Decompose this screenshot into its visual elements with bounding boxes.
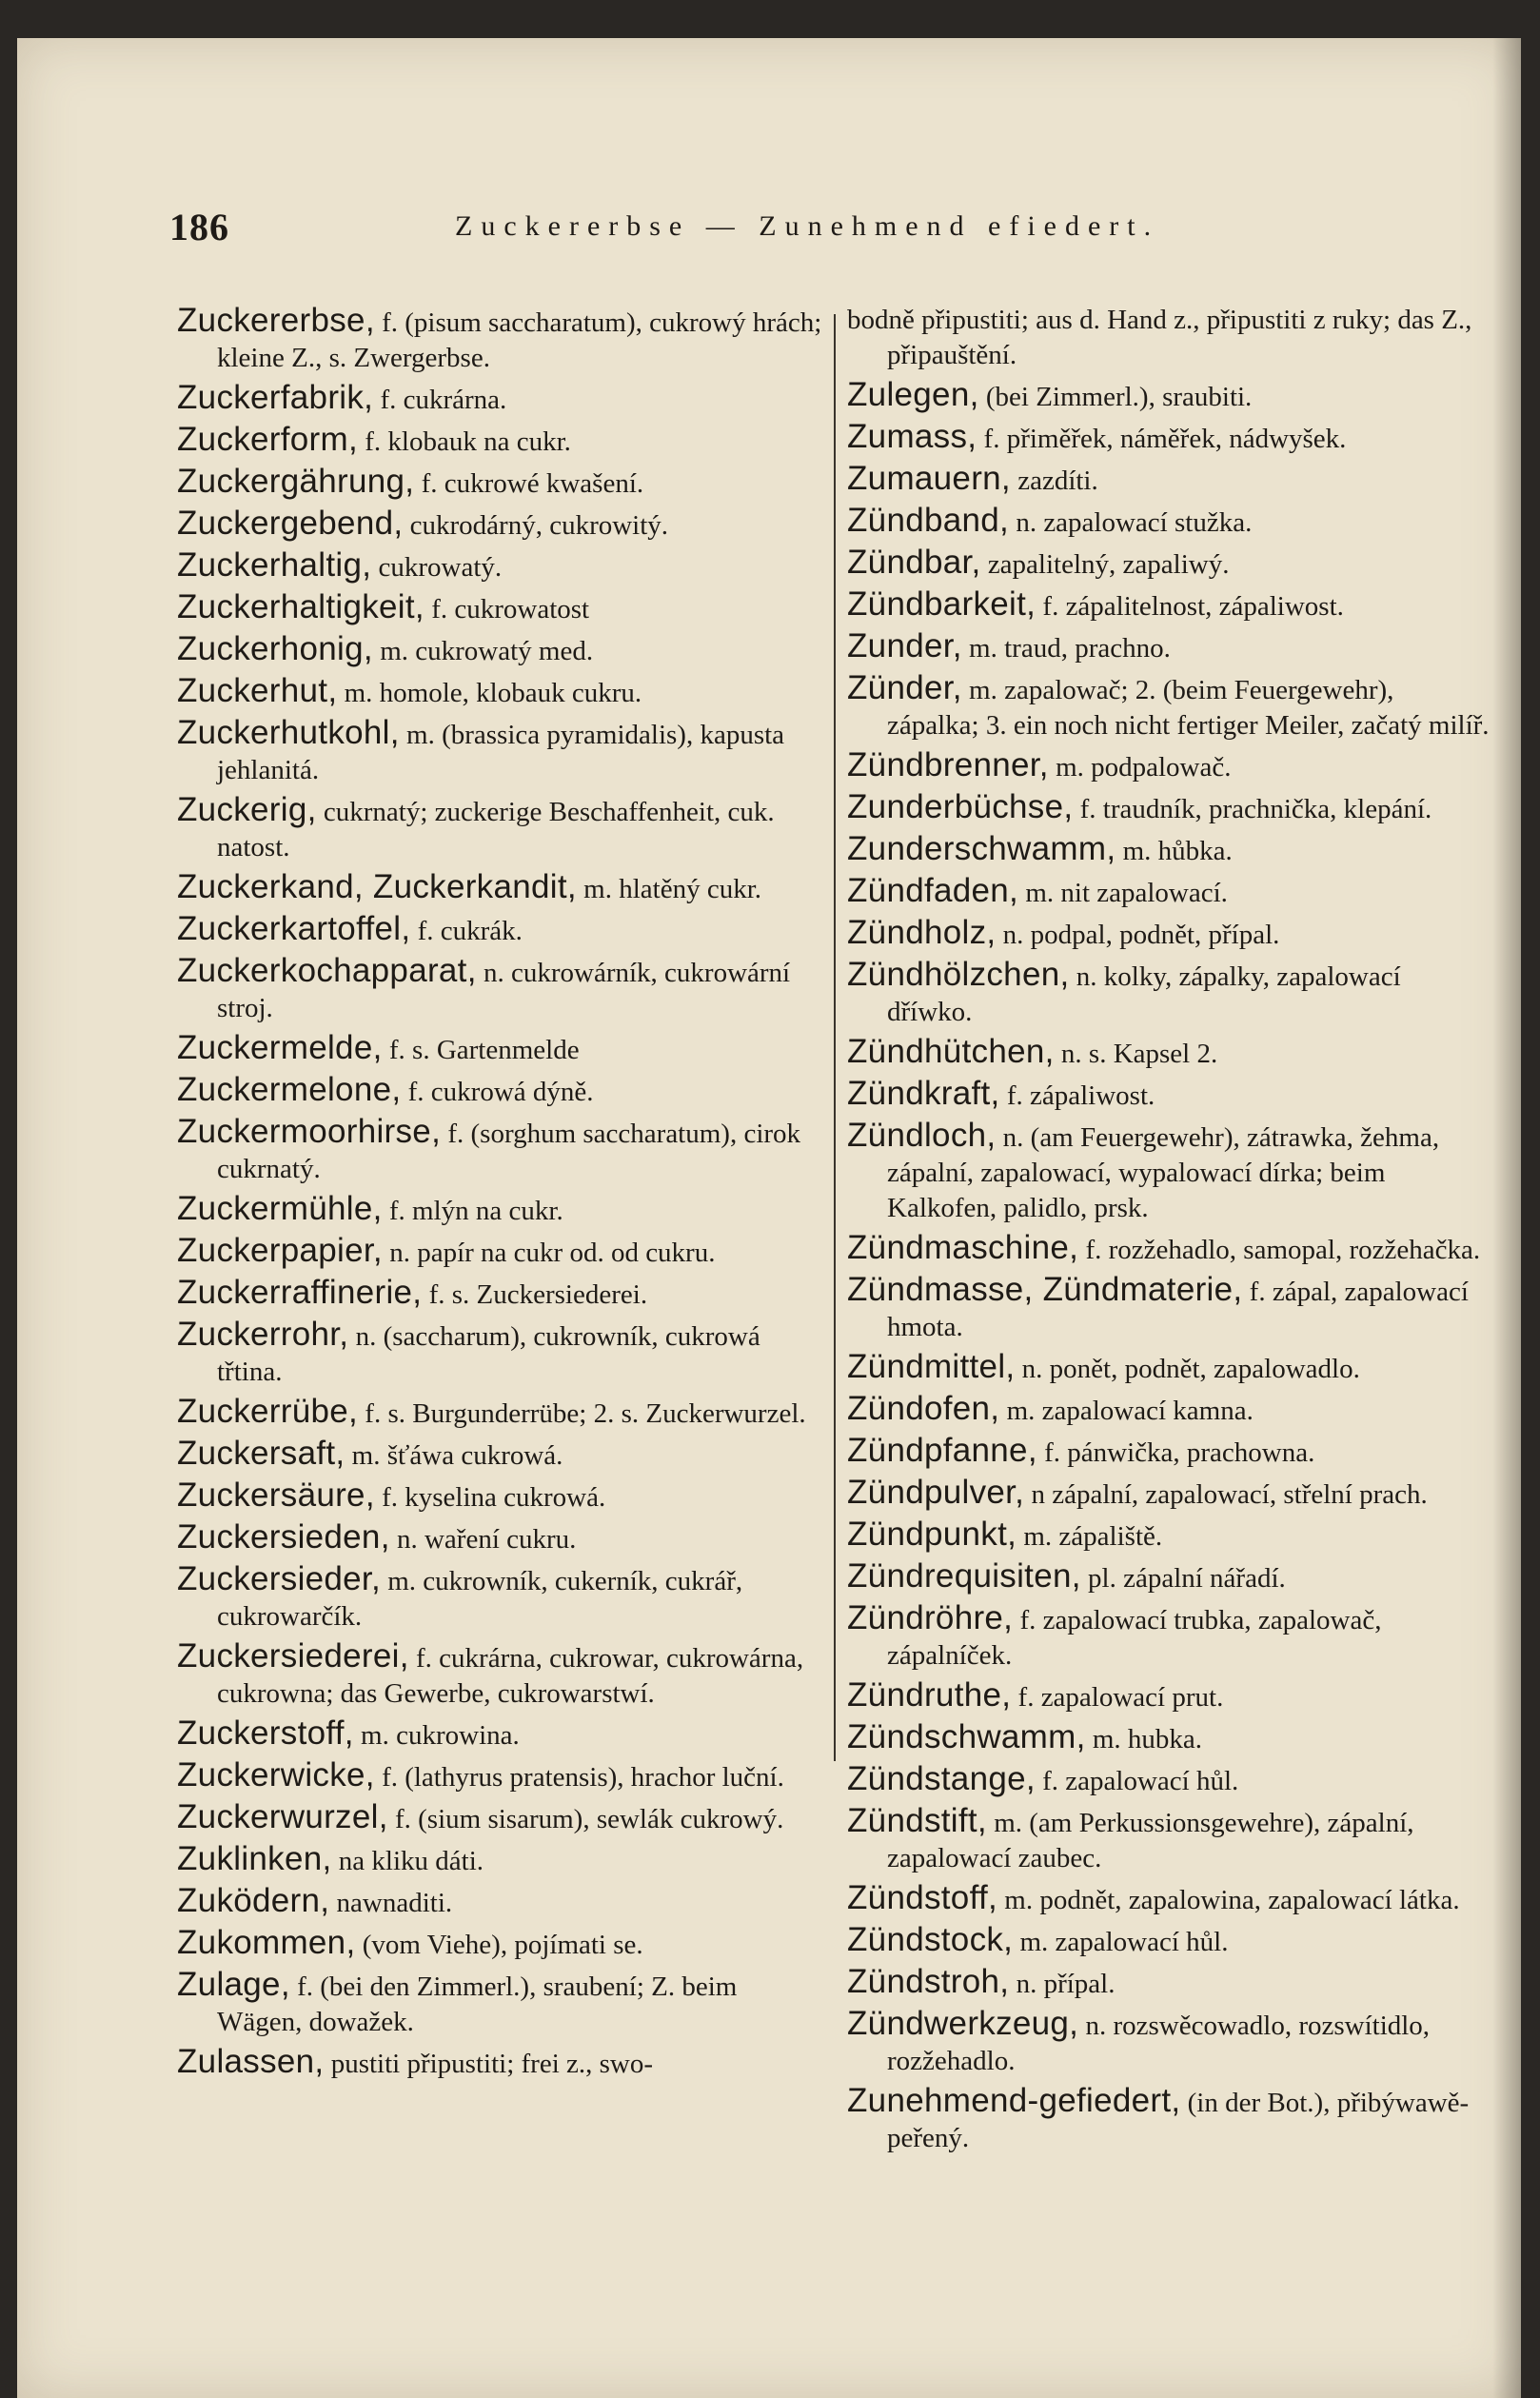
dictionary-entry <box>847 377 1491 415</box>
entry-headword: Zündstoff, <box>847 1879 998 1916</box>
entry-definition: na kliku dáti. <box>331 1846 484 1876</box>
entry-headword: Zündstock, <box>847 1921 1014 1958</box>
dictionary-entry <box>177 953 824 1026</box>
entry-definition: cukrodárný, cukrowitý. <box>403 510 669 541</box>
entry-definition: m. hlatěný cukr. <box>576 874 761 904</box>
dictionary-entry <box>177 1030 824 1068</box>
entry-definition: f. zapalowací prut. <box>1011 1682 1224 1713</box>
entry-headword: Zuckerwurzel, <box>177 1798 388 1835</box>
dictionary-entry <box>177 1394 824 1432</box>
dictionary-entry <box>177 1519 824 1557</box>
dictionary-entry <box>847 2006 1491 2079</box>
dictionary-entry <box>177 1883 824 1921</box>
dictionary-entry <box>177 303 824 376</box>
entry-definition: m. nit zapalowací. <box>1018 878 1228 908</box>
entry-headword: Zündmasse, Zündmaterie, <box>847 1271 1243 1308</box>
entry-definition: n. (saccharum), cukrowník, cukrowá třtina. <box>217 1321 760 1387</box>
dictionary-entry <box>177 715 824 788</box>
dictionary-entry <box>177 1114 824 1187</box>
dictionary-entry <box>847 1349 1491 1387</box>
running-head: Zuckererbse — Zunehmend efiedert. <box>455 210 1160 242</box>
page-number: 186 <box>169 206 229 248</box>
dictionary-entry <box>177 1638 824 1712</box>
dictionary-entry <box>847 1964 1491 2002</box>
entry-headword: Zuckerhaltig, <box>177 546 372 584</box>
entry-headword: Zuckerhut, <box>177 672 338 709</box>
entry-definition: m. podnět, zapalowina, zapalowací látka. <box>997 1885 1460 1915</box>
entry-headword: Zündpfanne, <box>847 1432 1037 1469</box>
entry-definition: n. s. Kapsel 2. <box>1054 1039 1218 1069</box>
entry-headword: Zumass, <box>847 418 977 455</box>
dictionary-entry <box>847 670 1491 743</box>
entry-definition: f. s. Burgunderrübe; 2. s. Zuckerwurzel. <box>358 1398 806 1429</box>
entry-headword: Zuckerkartoffel, <box>177 910 411 947</box>
entry-headword: Zuckersaft, <box>177 1435 346 1472</box>
entry-definition: n. zapalowací stužka. <box>1009 507 1253 538</box>
entry-definition: n zápalní, zapalowací, střelní prach. <box>1024 1479 1428 1510</box>
entry-definition: m. zapalowací hůl. <box>1013 1927 1229 1957</box>
entry-definition: cukrowatý. <box>371 552 503 583</box>
entry-definition: zazdíti. <box>1010 466 1098 496</box>
entry-definition: f. cukrárna. <box>373 385 507 415</box>
dictionary-entry <box>847 1677 1491 1715</box>
dictionary-entry <box>177 1561 824 1635</box>
entry-headword: Zuckerrübe, <box>177 1393 359 1430</box>
dictionary-entry <box>847 1719 1491 1757</box>
entry-definition: n. cukrowárník, cukrowární stroj. <box>217 958 791 1023</box>
dictionary-entry <box>847 1803 1491 1876</box>
entry-definition: cukrnatý; zuckerige Beschaffenheit, cuk. natost. <box>217 797 775 862</box>
dictionary-entry <box>177 422 824 460</box>
dictionary-entry <box>847 2083 1491 2156</box>
column-divider <box>834 314 836 1761</box>
entry-definition: f. (sium sisarum), sewlák cukrowý. <box>387 1804 784 1834</box>
dictionary-entry <box>847 461 1491 499</box>
entry-headword: Zündbarkeit, <box>847 585 1037 623</box>
entry-definition: f. kyselina cukrowá. <box>374 1482 606 1513</box>
left-column <box>177 303 824 2349</box>
entry-headword: Zuckerfabrik, <box>177 379 374 416</box>
entry-headword: Zuckermühle, <box>177 1190 383 1227</box>
entry-headword: Zuckerkochapparat, <box>177 952 477 989</box>
entry-headword: Zündstroh, <box>847 1963 1010 2000</box>
entry-headword: Zündbrenner, <box>847 746 1049 783</box>
dictionary-entry <box>847 1600 1491 1674</box>
dictionary-entry <box>847 1391 1491 1429</box>
entry-definition: f. (sorghum saccharatum), cirok cukrnatý. <box>217 1119 801 1184</box>
entry-headword: Zuködern, <box>177 1882 330 1919</box>
entry-headword: Zuckerkand, Zuckerkandit, <box>177 868 577 905</box>
dictionary-entry <box>847 545 1491 583</box>
entry-definition: zapalitelný, zapaliwý. <box>980 549 1230 580</box>
entry-headword: Zündstift, <box>847 1802 987 1839</box>
entry-definition: nawnaditi. <box>329 1888 453 1918</box>
entry-headword: Zuckerrohr, <box>177 1316 349 1353</box>
entry-definition: m. cukrowina. <box>353 1720 520 1751</box>
entry-headword: Zündwerkzeug, <box>847 2005 1079 2042</box>
entry-definition: m. zápaliště. <box>1017 1521 1163 1552</box>
entry-headword: Zündholz, <box>847 914 997 951</box>
entry-headword: Zuckerwicke, <box>177 1756 375 1794</box>
entry-headword: Zündmittel, <box>847 1348 1016 1385</box>
entry-definition: n. (am Feuergewehr), zátrawka, žehma, zápalní, zapalowací, wypalowací dírka; beim Kalkofen, palidlo, prsk. <box>887 1122 1440 1223</box>
entry-headword: Zuckerstoff, <box>177 1714 354 1752</box>
entry-definition: (in der Bot.), přibýwawě-peřený. <box>887 2088 1470 2153</box>
entry-headword: Zündpunkt, <box>847 1516 1017 1553</box>
entry-headword: Zuckererbse, <box>177 303 375 339</box>
entry-headword: Zuckersieder, <box>177 1560 381 1597</box>
entry-definition: m. (am Perkussionsgewehre), zápalní, zapalowací zaubec. <box>887 1808 1414 1873</box>
dictionary-entry <box>847 503 1491 541</box>
dictionary-entry <box>847 789 1491 827</box>
entry-headword: Zündkraft, <box>847 1075 1000 1112</box>
page-header <box>169 205 1502 262</box>
entry-definition: m. podpalowač. <box>1048 752 1232 783</box>
entry-headword: Zündhütchen, <box>847 1033 1055 1070</box>
entry-headword: Zündschwamm, <box>847 1718 1086 1755</box>
entry-headword: Zündloch, <box>847 1117 997 1154</box>
dictionary-entry <box>177 1233 824 1271</box>
entry-headword: Zündofen, <box>847 1390 1000 1427</box>
entry-definition: f. cukrowatost <box>424 594 590 624</box>
dictionary-entry <box>847 1558 1491 1596</box>
entry-headword: Zuckerhaltigkeit, <box>177 588 424 625</box>
entry-definition: m. hůbka. <box>1116 836 1233 866</box>
entry-headword: Zumauern, <box>847 460 1011 497</box>
dictionary-entry <box>847 831 1491 869</box>
entry-headword: Zuckermoorhirse, <box>177 1113 442 1150</box>
entry-definition: f. cukrowé kwašení. <box>414 468 644 499</box>
dictionary-entry <box>847 1076 1491 1114</box>
page-edge-shadow <box>1492 38 1521 2398</box>
entry-headword: Zunderbüchse, <box>847 788 1074 825</box>
entry-definition: f. (pisum saccharatum), cukrowý hrách; kleine Z., s. Zwergerbse. <box>217 307 822 373</box>
entry-definition: n. papír na cukr od. od cukru. <box>382 1238 716 1268</box>
entry-headword: Zuckersäure, <box>177 1476 375 1514</box>
dictionary-entry <box>847 747 1491 785</box>
entry-definition: pl. zápalní nářadí. <box>1080 1563 1286 1594</box>
dictionary-entry <box>847 1516 1491 1555</box>
entry-definition: m. cukrowník, cukerník, cukrář, cukrowarčík. <box>217 1566 743 1632</box>
entry-definition: n. rozswěcowadlo, rozswítidlo, rozžehadlo. <box>887 2011 1431 2076</box>
dictionary-entry <box>177 1715 824 1754</box>
dictionary-entry <box>847 873 1491 911</box>
entry-definition: m. homole, klobauk cukru. <box>337 678 642 708</box>
entry-definition: m. traud, prachno. <box>961 633 1171 664</box>
entry-definition: m. hubka. <box>1085 1724 1203 1754</box>
dictionary-entry <box>847 1433 1491 1471</box>
entry-definition: f. s. Gartenmelde <box>382 1035 580 1065</box>
dictionary-entry <box>847 1761 1491 1799</box>
entry-headword: Zuckergebend, <box>177 505 404 542</box>
entry-headword: Zündband, <box>847 502 1010 539</box>
entry-definition: f. s. Zuckersiederei. <box>422 1279 648 1310</box>
dictionary-entry <box>177 505 824 544</box>
dictionary-entry <box>847 1034 1491 1072</box>
dictionary-entry <box>177 1925 824 1963</box>
entry-headword: Zulage, <box>177 1966 290 2003</box>
entry-definition: n. podpal, podnět, přípal. <box>996 920 1280 950</box>
entry-headword: Zünder, <box>847 669 962 706</box>
dictionary-entry <box>847 957 1491 1030</box>
entry-definition: n. přípal. <box>1009 1969 1116 1999</box>
dictionary-entry <box>847 419 1491 457</box>
entry-definition: m. zapalowací kamna. <box>999 1396 1254 1426</box>
dictionary-entry <box>177 2044 824 2082</box>
entry-headword: Zunder, <box>847 627 962 664</box>
dictionary-entry <box>177 673 824 711</box>
entry-headword: Zuckerraffinerie, <box>177 1274 423 1311</box>
dictionary-entry <box>177 1967 824 2040</box>
entry-definition: m. šťáwa cukrowá. <box>345 1440 563 1471</box>
entry-definition: f. zapalowací trubka, zapalowač, zápalníček. <box>887 1605 1382 1671</box>
entry-headword: Zukommen, <box>177 1924 356 1961</box>
entry-definition: n. kolky, zápalky, zapalowací dříwko. <box>887 961 1401 1027</box>
entry-definition: f. zápalitelnost, zápaliwost. <box>1036 591 1344 622</box>
entry-headword: Zuckersiederei, <box>177 1637 409 1675</box>
entry-definition: f. cukrowá dýně. <box>401 1077 594 1107</box>
dictionary-entry <box>847 915 1491 953</box>
entry-headword: Zündröhre, <box>847 1599 1014 1636</box>
dictionary-entry <box>177 1072 824 1110</box>
dictionary-entry <box>177 1275 824 1313</box>
entry-definition: f. cukrárna, cukrowar, cukrowárna, cukrowna; das Gewerbe, cukrowarstwí. <box>217 1643 804 1709</box>
dictionary-entry <box>847 1922 1491 1960</box>
entry-headword: Zuckerig, <box>177 791 317 828</box>
entry-definition: f. zapalowací hůl. <box>1035 1766 1239 1796</box>
entry-headword: Zuckerform, <box>177 421 358 458</box>
entry-definition: f. cukrák. <box>410 916 523 946</box>
entry-definition: bodně připustiti; aus d. Hand z., připustiti z ruky; das Z., připauštění. <box>847 305 1472 370</box>
entry-definition: m. cukrowatý med. <box>372 636 594 666</box>
entry-headword: Zunehmend-gefiedert, <box>847 2082 1181 2119</box>
entry-headword: Zulassen, <box>177 2043 325 2080</box>
dictionary-entry <box>177 589 824 627</box>
dictionary-entry <box>177 1436 824 1474</box>
dictionary-entry <box>177 869 824 907</box>
dictionary-entry <box>847 1230 1491 1268</box>
entry-headword: Zulegen, <box>847 376 979 413</box>
entry-headword: Zuklinken, <box>177 1840 332 1877</box>
dictionary-entry <box>847 1272 1491 1345</box>
entry-definition: f. rozžehadlo, samopal, rozžehačka. <box>1078 1235 1481 1265</box>
dictionary-entry <box>177 792 824 865</box>
dictionary-entry <box>177 1799 824 1837</box>
dictionary-entry <box>177 380 824 418</box>
entry-headword: Zuckermelone, <box>177 1071 402 1108</box>
dictionary-entry <box>847 1475 1491 1513</box>
entry-definition: m. zapalowač; 2. (beim Feuergewehr), zápalka; 3. ein noch nicht fertiger Meiler, začatý milíř. <box>887 675 1490 741</box>
entry-definition: f. zápal, zapalowací hmota. <box>887 1277 1469 1342</box>
dictionary-entry <box>177 1757 824 1795</box>
entry-headword: Zuckergährung, <box>177 463 415 500</box>
dictionary-entry <box>847 303 1491 373</box>
dictionary-entry <box>847 586 1491 624</box>
right-column <box>847 303 1491 2349</box>
entry-headword: Zündpulver, <box>847 1474 1025 1511</box>
entry-definition: f. mlýn na cukr. <box>382 1196 563 1226</box>
entry-definition: m. (brassica pyramidalis), kapusta jehlanitá. <box>217 720 785 785</box>
entry-definition: f. (lathyrus pratensis), hrachor luční. <box>374 1762 784 1793</box>
entry-definition: f. zápaliwost. <box>999 1080 1155 1111</box>
dictionary-entry <box>177 631 824 669</box>
entry-definition: f. klobauk na cukr. <box>358 426 571 457</box>
dictionary-page <box>17 38 1521 2398</box>
entry-definition: f. pánwička, prachowna. <box>1037 1437 1315 1468</box>
entry-definition: (vom Viehe), pojímati se. <box>355 1930 643 1960</box>
entry-definition: n. ponět, podnět, zapalowadlo. <box>1015 1354 1360 1384</box>
entry-headword: Zündruthe, <box>847 1676 1012 1714</box>
dictionary-entry <box>177 464 824 502</box>
entry-definition: n. waření cukru. <box>389 1524 577 1555</box>
entry-headword: Zündmaschine, <box>847 1229 1079 1266</box>
dictionary-entry <box>177 547 824 585</box>
dictionary-entry <box>847 628 1491 666</box>
dictionary-entry <box>177 1317 824 1390</box>
entry-headword: Zuckerpapier, <box>177 1232 383 1269</box>
entry-headword: Zündrequisiten, <box>847 1557 1081 1595</box>
entry-headword: Zuckermelde, <box>177 1029 383 1066</box>
entry-headword: Zündfaden, <box>847 872 1019 909</box>
entry-definition: f. přiměřek, náměřek, nádwyšek. <box>977 424 1347 454</box>
entry-headword: Zunderschwamm, <box>847 830 1116 867</box>
entry-headword: Zündstange, <box>847 1760 1036 1797</box>
entry-headword: Zuckerhutkohl, <box>177 714 400 751</box>
dictionary-entry <box>847 1118 1491 1226</box>
entry-definition: pustiti připustiti; frei z., swo- <box>324 2049 654 2079</box>
dictionary-entry <box>177 1477 824 1516</box>
dictionary-entry <box>177 1841 824 1879</box>
dictionary-entry <box>177 911 824 949</box>
dictionary-entry <box>177 1191 824 1229</box>
entry-headword: Zuckerhonig, <box>177 630 373 667</box>
entry-definition: f. (bei den Zimmerl.), sraubení; Z. beim Wägen, dowažek. <box>217 1972 738 2037</box>
entry-definition: (bei Zimmerl.), sraubiti. <box>978 382 1253 412</box>
entry-definition: f. traudník, prachnička, klepání. <box>1073 794 1432 824</box>
entry-headword: Zündbar, <box>847 544 981 581</box>
dictionary-entry <box>847 1880 1491 1918</box>
entry-headword: Zündhölzchen, <box>847 956 1070 993</box>
entry-headword: Zuckersieden, <box>177 1518 390 1556</box>
